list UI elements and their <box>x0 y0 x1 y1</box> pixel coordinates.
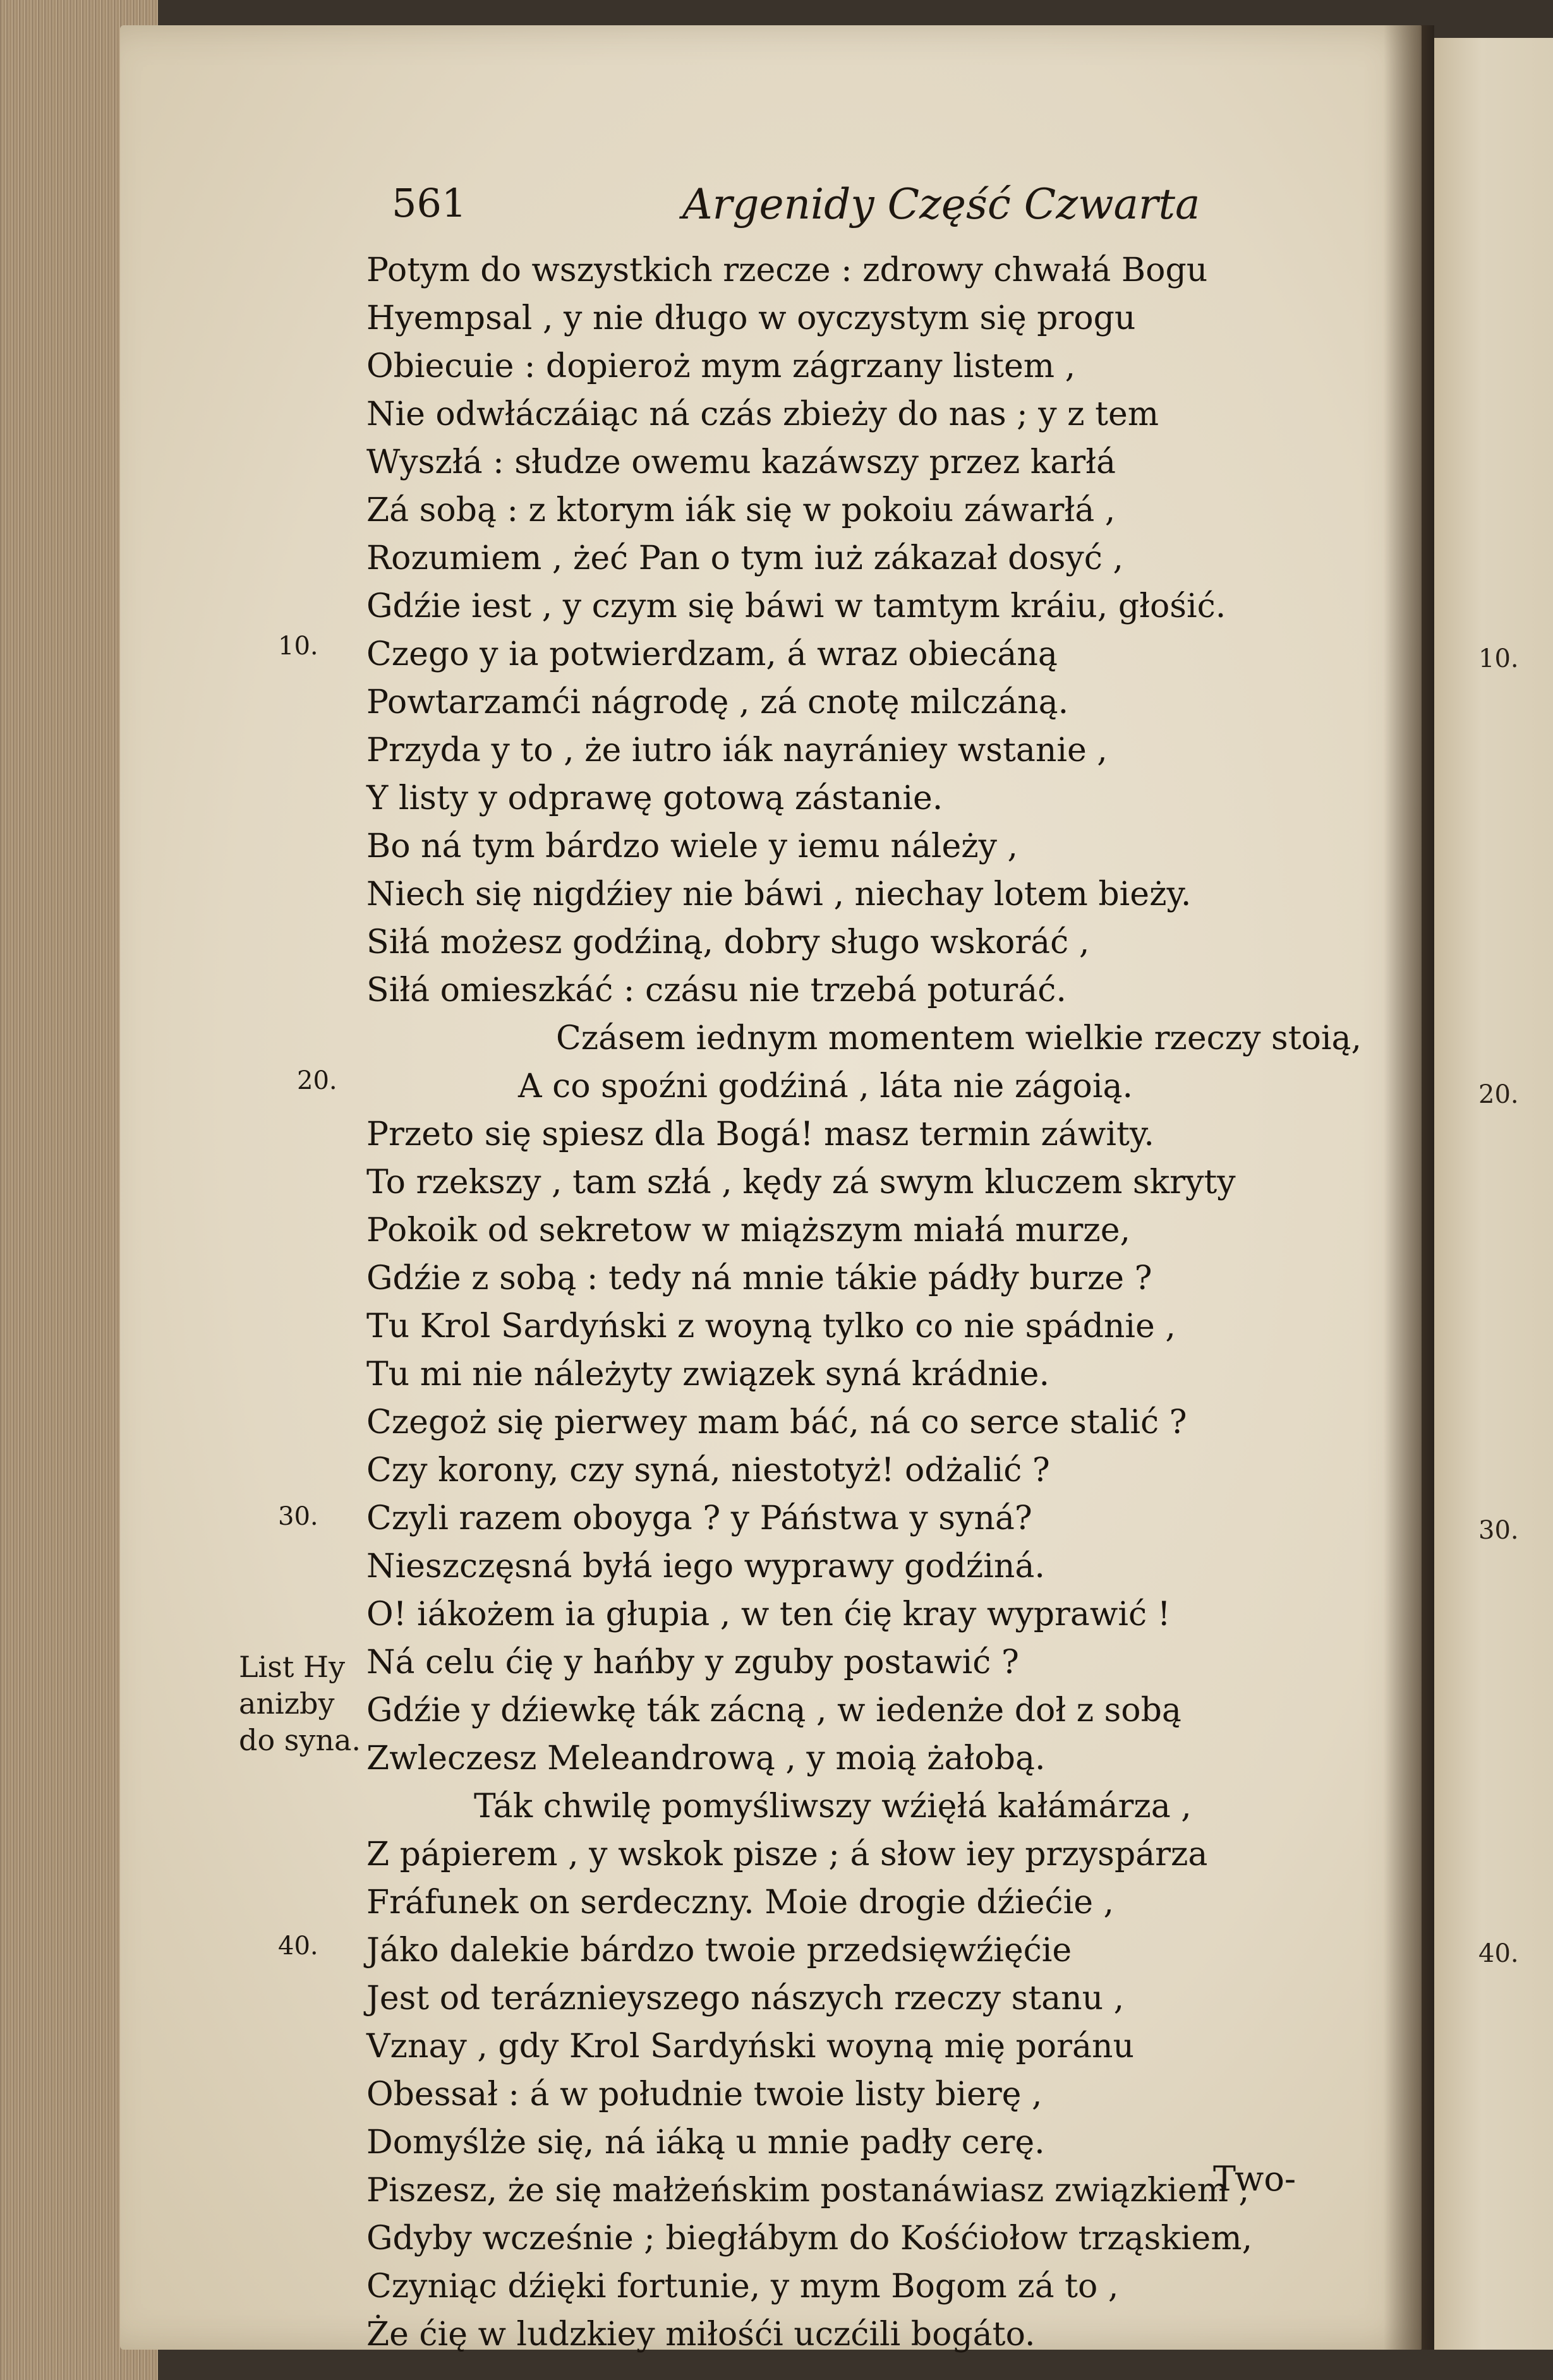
page-number: 561 <box>392 180 467 226</box>
page-header <box>392 180 1264 237</box>
running-title: Argenidy Część Czwarta <box>682 180 1200 229</box>
poem-line: Z pápierem , y wskok pisze ; á słow iey przyspárza <box>366 1836 1208 1873</box>
poem-line: Czyniąc dźięki fortunie, y mym Bogom zá to , <box>366 2268 1119 2305</box>
poem-line: Obiecuie : dopieroż mym zágrzany listem , <box>366 347 1076 385</box>
poem-line: Nieszczęsná byłá iego wyprawy godźiná. <box>366 1548 1045 1585</box>
margin-note-line: do syna. <box>239 1723 361 1757</box>
poem-line: Bo ná tym bárdzo wiele y iemu náleży , <box>366 827 1018 865</box>
poem-line: Jáko dalekie bárdzo twoie przedsięwźięćie <box>366 1932 1072 1969</box>
poem-line: Powtarzamći nágrodę , zá cnotę milczáną. <box>366 683 1069 721</box>
poem-line: Czego y ia potwierdzam, á wraz obiecáną <box>366 635 1058 673</box>
line-number: 40. <box>278 1932 318 1961</box>
poem-line: Przeto się spiesz dla Bogá! masz termin záwity. <box>366 1115 1154 1153</box>
poem-line: Zá sobą : z ktorym iák się w pokoiu záwarłá , <box>366 491 1116 529</box>
poem-line: Jest od teráznieyszego nászych rzeczy stanu , <box>366 1980 1125 2017</box>
book-gutter <box>1384 25 1434 2350</box>
poem-line: Hyempsal , y nie długo w oyczystym się progu <box>366 299 1136 337</box>
poem-line: Siłá możesz godźiną, dobry sługo wskoráć , <box>366 923 1090 961</box>
poem-line: Vznay , gdy Krol Sardyński woyną mię poránu <box>366 2028 1134 2065</box>
poem-line: Pokoik od sekretow w miąższym miałá murze, <box>366 1211 1130 1249</box>
poem-line: O! iákożem ia głupia , w ten ćię kray wyprawić ! <box>366 1596 1171 1633</box>
poem-line: Y listy y odprawę gotową zástanie. <box>366 779 943 817</box>
poem-line: Czy korony, czy syná, niestotyż! odżalić ? <box>366 1451 1050 1489</box>
poem-line: Tu Krol Sardyński z woyną tylko co nie spádnie , <box>366 1307 1176 1345</box>
poem-line: Piszesz, że się małżeńskim postanáwiasz związkiem , <box>366 2172 1250 2209</box>
poem-line: Siłá omieszkáć : czásu nie trzebá poturáć. <box>366 971 1067 1009</box>
facing-line-number: 40. <box>1478 1939 1519 1968</box>
poem-line: Potym do wszystkich rzecze : zdrowy chwałá Bogu <box>366 251 1208 289</box>
poem-line: Przyda y to , że iutro iák nayrániey wstanie , <box>366 731 1108 769</box>
poem-line: Domyślże się, ná iáką u mnie padły cerę. <box>366 2124 1045 2161</box>
line-number: 10. <box>278 632 318 661</box>
poem-line: Gdyby wcześnie ; biegłábym do Kośćiołow trząskiem, <box>366 2220 1253 2257</box>
poem-line: Czásem iednym momentem wielkie rzeczy stoią, <box>556 1019 1362 1057</box>
margin-note <box>239 1649 361 1758</box>
poem-line: Czyli razem oboyga ? y Páństwa y syná? <box>366 1500 1032 1537</box>
poem-line: Wyszłá : słudze owemu kazáwszy przez karłá <box>366 443 1116 481</box>
poem-line: Gdźie y dźiewkę ták zácną , w iedenże doł z sobą <box>366 1692 1181 1729</box>
line-number: 20. <box>297 1066 337 1095</box>
facing-line-number: 10. <box>1478 644 1519 673</box>
poem-line: Fráfunek on serdeczny. Moie drogie dźiećie , <box>366 1884 1115 1921</box>
poem-line: Obessał : á w południe twoie listy bierę , <box>366 2076 1042 2113</box>
catchword: Two- <box>1213 2159 1296 2199</box>
poem-line: Rozumiem , żeć Pan o tym iuż zákazał dosyć , <box>366 539 1123 577</box>
facing-line-number: 20. <box>1478 1080 1519 1109</box>
poem-line: Że ćię w ludzkiey miłośći uczćili bogáto. <box>366 2316 1036 2353</box>
poem-line: A co spoźni godźiná , láta nie zágoią. <box>518 1067 1133 1105</box>
margin-note-line: List Hy <box>239 1650 346 1684</box>
margin-note-line: anizby <box>239 1686 335 1721</box>
poem-line: Czegoż się pierwey mam báć, ná co serce stalić ? <box>366 1403 1187 1441</box>
poem-line: Zwleczesz Meleandrową , y moią żałobą. <box>366 1740 1046 1777</box>
facing-page-edge <box>1434 38 1553 2350</box>
poem-line: To rzekszy , tam szłá , kędy zá swym kluczem skryty <box>366 1163 1236 1201</box>
facing-line-number: 30. <box>1478 1516 1519 1545</box>
poem-line: Niech się nigdźiey nie báwi , niechay lotem bieży. <box>366 875 1192 913</box>
poem-line: Gdźie iest , y czym się báwi w tamtym kráiu, głośić. <box>366 587 1226 625</box>
poem-line: Gdźie z sobą : tedy ná mnie tákie pádły burze ? <box>366 1259 1152 1297</box>
poem-line: Tu mi nie náleżyty związek syná krádnie. <box>366 1355 1049 1393</box>
poem-line: Nie odwłáczáiąc ná czás zbieży do nas ; y z tem <box>366 395 1159 433</box>
line-number: 30. <box>278 1502 318 1531</box>
poem-line: Ná celu ćię y hańby y zguby postawić ? <box>366 1644 1019 1681</box>
poem-text <box>366 246 1362 2359</box>
poem-line: Ták chwilę pomyśliwszy wźięłá kałámárza , <box>474 1788 1192 1825</box>
